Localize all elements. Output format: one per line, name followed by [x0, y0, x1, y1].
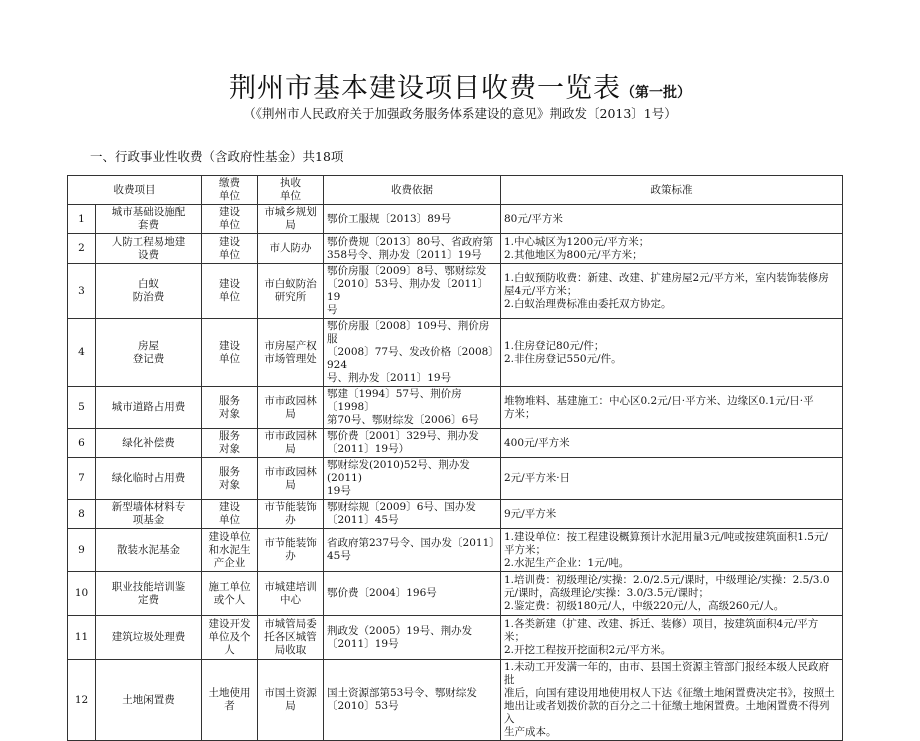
payer-unit — [202, 205, 258, 234]
policy-standard-line: 400元/平方米 — [504, 436, 570, 449]
payer-unit-line: 建设 — [219, 235, 240, 248]
collector-unit — [258, 572, 324, 616]
fee-basis — [324, 234, 501, 264]
table-row — [68, 387, 843, 429]
header-basis: 收费依据 — [324, 176, 501, 205]
payer-unit-line: 服务 — [219, 430, 240, 442]
policy-standard-line: 1.白蚁预防收费：新建、改建、扩建房屋2元/平方米，室内装饰装修房 — [504, 271, 829, 284]
fee-item — [96, 264, 202, 319]
row-number: 3 — [68, 264, 96, 319]
header-item: 收费项目 — [68, 176, 202, 205]
policy-standard-line: 1.住房登记80元/件； — [504, 339, 605, 352]
payer-unit-line: 建设 — [219, 339, 240, 352]
collector-unit-line: 托各区城管 — [264, 631, 317, 643]
fee-item — [96, 616, 202, 660]
fee-item-line: 城市道路占用费 — [111, 401, 186, 413]
fee-basis-line: 鄂价费〔2004〕196号 — [327, 587, 437, 599]
policy-standard-line: 2.鉴定费：初级180元/人，中级220元/人，高级260元/人。 — [504, 600, 785, 612]
row-number: 5 — [68, 387, 96, 429]
collector-unit-line: 市市政园林 — [264, 465, 317, 478]
fee-basis-line: 〔2010〕53号、荆办发〔2011〕19 — [327, 278, 489, 303]
fee-basis — [324, 458, 501, 500]
fee-basis — [324, 264, 501, 319]
fee-basis-line: 鄂财综规〔2009〕6号、国办发 — [327, 501, 476, 513]
fee-basis-line: 〔2011〕19号） — [327, 443, 410, 455]
collector-unit — [258, 529, 324, 572]
policy-standard — [501, 319, 843, 387]
policy-standard-line: 生产成本。 — [504, 726, 557, 738]
policy-standard — [501, 572, 843, 616]
collector-unit-line: 办 — [285, 514, 296, 526]
fee-item — [96, 205, 202, 234]
collector-unit-line: 市城乡规划 — [264, 206, 317, 218]
fee-item-line: 登记费 — [132, 352, 165, 365]
collector-unit-line: 办 — [285, 550, 296, 562]
policy-standard — [501, 205, 843, 234]
collector-unit — [258, 429, 324, 458]
payer-unit — [202, 529, 258, 572]
collector-unit-line: 研究所 — [274, 291, 307, 303]
fee-item — [96, 387, 202, 429]
payer-unit-line: 或个人 — [213, 593, 246, 606]
fee-item — [96, 429, 202, 458]
payer-unit-line: 单位 — [219, 219, 240, 231]
policy-standard-line: 1.建设单位：按工程建设概算预计水泥用量3元/吨或按建筑面积1.5元/ — [504, 530, 828, 543]
fee-basis-line: 鄂财综发(2010)52号、荆办发(2011) — [327, 459, 470, 484]
fee-basis-line: 号 — [327, 304, 338, 316]
fee-item-line: 散装水泥基金 — [117, 543, 180, 556]
collector-unit-line: 市国土资源 — [264, 687, 317, 699]
payer-unit — [202, 429, 258, 458]
fee-item-line: 土地闲置费 — [122, 693, 175, 706]
fee-basis-line: 鄂价费〔2001〕329号、荆办发 — [327, 430, 479, 442]
fee-basis-line: 鄂价房服〔2008〕109号、荆价房服 — [327, 320, 490, 345]
payer-unit-line: 单位 — [219, 514, 240, 526]
fee-item — [96, 500, 202, 529]
fee-table — [67, 175, 843, 741]
table-row — [68, 429, 843, 458]
fee-basis-line: 国土资源部第53号令、鄂财综发 — [327, 687, 477, 699]
collector-unit-line: 市节能装饰 — [264, 537, 317, 549]
collector-unit-line: 市城管局委 — [264, 618, 317, 630]
collector-unit — [258, 205, 324, 234]
row-number: 6 — [68, 429, 96, 458]
policy-standard-line: 1.各类新建（扩建、改建、拆迁、装修）项目，按建筑面积4元/平方米； — [504, 618, 819, 643]
policy-standard-line: 2.其他地区为800元/平方米； — [504, 248, 643, 261]
fee-basis-line: 45号 — [327, 550, 351, 562]
fee-item-line: 项基金 — [132, 514, 165, 526]
policy-standard-line: 2.白蚁治理费标准由委托双方协定。 — [504, 297, 672, 310]
collector-unit-line: 局 — [285, 443, 296, 455]
policy-standard-line: 1.中心城区为1200元/平方米； — [504, 235, 650, 248]
payer-unit — [202, 264, 258, 319]
payer-unit — [202, 458, 258, 500]
row-number: 10 — [68, 572, 96, 616]
payer-unit-line: 服务 — [219, 394, 240, 407]
policy-standard-line: 屋4元/平方米； — [504, 284, 578, 297]
fee-basis-line: 19号 — [327, 485, 351, 497]
fee-basis — [324, 529, 501, 572]
policy-standard-line: 80元/平方米 — [504, 212, 563, 225]
payer-unit — [202, 572, 258, 616]
table-row — [68, 660, 843, 741]
collector-unit — [258, 660, 324, 741]
table-row — [68, 319, 843, 387]
policy-standard — [501, 660, 843, 741]
payer-unit — [202, 616, 258, 660]
fee-item-line: 人防工程易地建 — [111, 235, 186, 248]
fee-basis-line: 号、荆办发〔2011〕19号 — [327, 372, 452, 384]
fee-item-line: 防治费 — [132, 291, 165, 303]
fee-item — [96, 319, 202, 387]
collector-unit-line: 中心 — [280, 593, 301, 606]
policy-standard-line: 方米； — [504, 407, 536, 420]
batch-label: （第一批） — [621, 85, 691, 101]
fee-basis — [324, 616, 501, 660]
collector-unit — [258, 616, 324, 660]
payer-unit — [202, 387, 258, 429]
row-number: 9 — [68, 529, 96, 572]
fee-basis — [324, 500, 501, 529]
payer-unit-line: 人 — [224, 644, 235, 656]
fee-basis-line: 鄂价房服〔2009〕8号、鄂财综发 — [327, 265, 487, 277]
payer-unit — [202, 660, 258, 741]
payer-unit — [202, 500, 258, 529]
row-number: 8 — [68, 500, 96, 529]
fee-item — [96, 458, 202, 500]
policy-standard-line: 准后，向国有建设用地使用权人下达《征缴土地闲置费决定书》，按照土 — [504, 687, 835, 699]
payer-unit-line: 对象 — [219, 443, 240, 455]
collector-unit-line: 市房屋产权 — [264, 339, 317, 352]
row-number: 2 — [68, 234, 96, 264]
collector-unit-line: 局 — [285, 407, 296, 420]
section-heading: 一、行政事业性收费（含政府性基金）共18项 — [90, 149, 344, 164]
fee-item-line: 定费 — [138, 593, 159, 606]
policy-standard-line: 1.培训费：初级理论/实操：2.0/2.5元/课时，中级理论/实操：2.5/3.0 — [504, 574, 830, 586]
page-title: 荆州市基本建设项目收费一览表 — [229, 73, 621, 104]
document-title — [0, 66, 920, 105]
policy-standard — [501, 264, 843, 319]
fee-basis — [324, 572, 501, 616]
payer-unit-line: 土地使用 — [208, 687, 251, 699]
collector-unit — [258, 387, 324, 429]
header-policy: 政策标准 — [501, 176, 843, 205]
policy-standard — [501, 387, 843, 429]
fee-item — [96, 234, 202, 264]
collector-unit-line: 市市政园林 — [264, 430, 317, 442]
policy-standard — [501, 458, 843, 500]
fee-basis — [324, 319, 501, 387]
collector-unit — [258, 500, 324, 529]
table-row — [68, 264, 843, 319]
document-subtitle: （《荆州市人民政府关于加强政务服务体系建设的意见》荆政发〔2013〕1号） — [243, 106, 677, 121]
table-row — [68, 458, 843, 500]
fee-basis-line: 鄂价费规〔2013〕80号、省政府第 — [327, 235, 494, 248]
fee-basis — [324, 429, 501, 458]
policy-standard-line: 2.开挖工程按开挖面积2元/平方米。 — [504, 644, 672, 656]
collector-unit-line: 市场管理处 — [264, 352, 317, 365]
fee-basis-line: 鄂价工服规〔2013〕89号 — [327, 212, 452, 225]
policy-standard-line: 2.水泥生产企业：1元/吨。 — [504, 556, 630, 569]
policy-standard-line: 1.未动工开发满一年的，由市、县国土资源主管部门报经本级人民政府批 — [504, 661, 830, 686]
header-collector: 执收 单位 — [258, 176, 324, 205]
row-number: 4 — [68, 319, 96, 387]
fee-item-line: 城市基础设施配 — [111, 206, 186, 218]
row-number: 1 — [68, 205, 96, 234]
collector-unit-line: 市城建培训 — [264, 580, 317, 593]
collector-unit-line: 市白蚁防治 — [264, 278, 317, 290]
fee-item-line: 设费 — [138, 248, 159, 261]
payer-unit-line: 者 — [224, 700, 235, 712]
policy-standard — [501, 429, 843, 458]
collector-unit — [258, 319, 324, 387]
policy-standard-line: 2元/平方米·日 — [504, 472, 571, 484]
policy-standard-line: 元/课时，高级理论/实操：3.0/3.5元/课时； — [504, 587, 710, 599]
fee-basis — [324, 387, 501, 429]
collector-unit-line: 市市政园林 — [264, 394, 317, 407]
policy-standard — [501, 529, 843, 572]
fee-basis-line: 〔2011〕45号 — [327, 514, 399, 526]
policy-standard — [501, 234, 843, 264]
policy-standard-line: 地出让或者划拨价款的百分之二十征缴土地闲置费。土地闲置费不得列入 — [504, 700, 830, 725]
table-row — [68, 572, 843, 616]
fee-item — [96, 660, 202, 741]
collector-unit-line: 局收取 — [274, 644, 307, 656]
fee-item-line: 套费 — [138, 219, 159, 231]
payer-unit-line: 对象 — [219, 407, 240, 420]
fee-item-line: 白蚁 — [138, 278, 159, 290]
fee-item-line: 房屋 — [138, 339, 159, 352]
fee-basis-line: 省政府第237号令、国办发〔2011〕 — [327, 537, 500, 549]
fee-basis-line: 〔2011〕19号 — [327, 637, 399, 650]
fee-basis-line: 〔2010〕53号 — [327, 700, 399, 712]
payer-unit-line: 服务 — [219, 465, 240, 478]
fee-item — [96, 572, 202, 616]
payer-unit-line: 单位 — [219, 248, 240, 261]
fee-item-line: 新型墙体材料专 — [111, 501, 186, 513]
table-row — [68, 529, 843, 572]
policy-standard-line: 2.非住房登记550元/件。 — [504, 352, 622, 365]
row-number: 11 — [68, 616, 96, 660]
fee-item-line: 建筑垃圾处理费 — [111, 631, 186, 643]
fee-item-line: 职业技能培训鉴 — [111, 580, 186, 593]
fee-basis-line: 鄂建〔1994〕57号、荆价房〔1998〕 — [327, 388, 462, 413]
collector-unit — [258, 458, 324, 500]
payer-unit-line: 单位 — [219, 291, 240, 303]
fee-item — [96, 529, 202, 572]
payer-unit-line: 产企业 — [213, 556, 246, 569]
payer-unit-line: 施工单位 — [208, 580, 251, 593]
payer-unit-line: 建设 — [219, 278, 240, 290]
collector-unit-line: 局 — [285, 219, 296, 231]
payer-unit-line: 对象 — [219, 478, 240, 491]
collector-unit-line: 市人防办 — [269, 242, 312, 254]
payer-unit — [202, 319, 258, 387]
collector-unit — [258, 234, 324, 264]
policy-standard — [501, 500, 843, 529]
fee-basis-line: 荆政发（2005）19号、荆办发 — [327, 624, 473, 637]
policy-standard-line: 平方米； — [504, 543, 546, 556]
policy-standard — [501, 616, 843, 660]
fee-basis-line: 358号令、荆办发〔2011〕19号 — [327, 248, 482, 261]
payer-unit-line: 和水泥生 — [208, 543, 251, 556]
collector-unit-line: 局 — [285, 700, 296, 712]
fee-item-line: 绿化补偿费 — [122, 436, 175, 449]
row-number: 7 — [68, 458, 96, 500]
payer-unit-line: 建设单位 — [208, 530, 251, 543]
table-row — [68, 616, 843, 660]
payer-unit-line: 建设 — [219, 501, 240, 513]
policy-standard-line: 9元/平方米 — [504, 507, 557, 520]
fee-item-line: 绿化临时占用费 — [111, 472, 186, 484]
fee-basis — [324, 205, 501, 234]
fee-basis-line: 〔2008〕77号、发改价格〔2008〕924 — [327, 346, 494, 371]
payer-unit-line: 建设开发 — [208, 618, 251, 630]
payer-unit-line: 单位 — [219, 352, 240, 365]
fee-basis — [324, 660, 501, 741]
row-number: 12 — [68, 660, 96, 741]
payer-unit — [202, 234, 258, 264]
payer-unit-line: 建设 — [219, 206, 240, 218]
table-row — [68, 500, 843, 529]
header-payer: 缴费 单位 — [202, 176, 258, 205]
collector-unit-line: 市节能装饰 — [264, 501, 317, 513]
table-header-row — [68, 176, 843, 205]
collector-unit-line: 局 — [285, 478, 296, 491]
fee-basis-line: 第70号、鄂财综发〔2006〕6号 — [327, 414, 479, 426]
collector-unit — [258, 264, 324, 319]
payer-unit-line: 单位及个 — [208, 631, 251, 643]
table-row — [68, 234, 843, 264]
table-row — [68, 205, 843, 234]
policy-standard-line: 堆物堆料、基建施工：中心区0.2元/日·平方米、边缘区0.1元/日·平 — [504, 394, 814, 407]
